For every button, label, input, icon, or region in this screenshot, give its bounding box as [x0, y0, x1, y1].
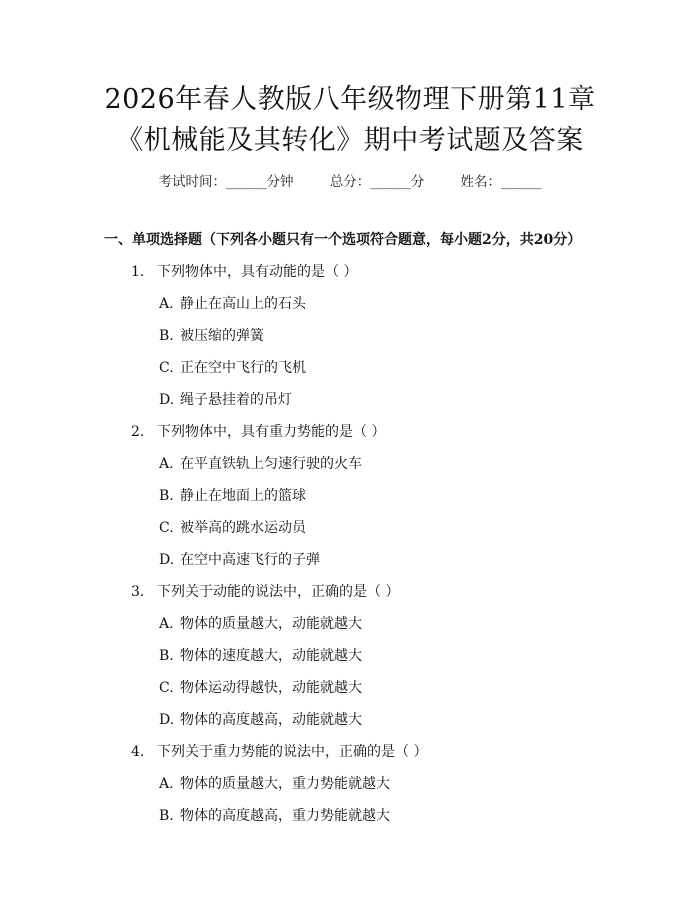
option-letter: D.	[159, 552, 175, 568]
question-4-option-a	[159, 773, 390, 793]
question-2	[131, 421, 385, 441]
section-heading-single-choice: 一、单项选择题（下列各小题只有一个选项符合题意，每小题2分，共20分）	[104, 232, 582, 248]
option-letter: B.	[159, 328, 174, 344]
option-text: 静止在高山上的石头	[180, 296, 306, 312]
option-text: 在平直铁轨上匀速行驶的火车	[180, 456, 362, 472]
question-number: 3.	[131, 584, 145, 600]
option-text: 物体的高度越高，动能就越大	[180, 712, 362, 728]
page-title-line-2: 《机械能及其转化》期中考试题及答案	[116, 125, 584, 156]
exam-time-field: 考试时间：______分钟	[158, 174, 294, 190]
question-number: 1.	[131, 264, 145, 280]
question-number: 2.	[131, 424, 145, 440]
question-3	[131, 581, 399, 601]
question-text: 下列物体中，具有动能的是（ ）	[157, 264, 358, 280]
option-letter: C.	[159, 680, 174, 696]
exam-meta	[0, 170, 700, 190]
question-3-option-d	[159, 709, 362, 729]
question-3-option-a	[159, 613, 362, 633]
option-letter: D.	[159, 712, 175, 728]
option-letter: B.	[159, 648, 174, 664]
question-2-option-a	[159, 453, 362, 473]
question-1-option-c	[159, 357, 306, 377]
option-text: 在空中高速飞行的子弹	[180, 552, 320, 568]
option-text: 物体的高度越高，重力势能就越大	[180, 808, 390, 824]
question-3-option-b	[159, 645, 362, 665]
option-letter: C.	[159, 520, 174, 536]
question-1-option-a	[159, 293, 306, 313]
option-text: 正在空中飞行的飞机	[180, 360, 306, 376]
option-text: 物体运动得越快，动能就越大	[180, 680, 362, 696]
option-letter: C.	[159, 360, 174, 376]
page-title-line-1: 2026年春人教版八年级物理下册第11章	[104, 84, 596, 115]
option-text: 物体的质量越大，重力势能就越大	[180, 776, 390, 792]
option-letter: D.	[159, 392, 175, 408]
question-3-option-c	[159, 677, 362, 697]
question-2-option-c	[159, 517, 306, 537]
question-1-option-b	[159, 325, 264, 345]
option-letter: A.	[159, 456, 174, 472]
question-4	[131, 741, 427, 761]
option-text: 物体的质量越大，动能就越大	[180, 616, 362, 632]
option-letter: B.	[159, 488, 174, 504]
question-2-option-b	[159, 485, 306, 505]
option-letter: B.	[159, 808, 174, 824]
option-text: 静止在地面上的篮球	[180, 488, 306, 504]
total-score-field: 总分：______分	[329, 174, 425, 190]
question-2-option-d	[159, 549, 320, 569]
question-1-option-d	[159, 389, 292, 409]
option-letter: A.	[159, 616, 174, 632]
option-text: 绳子悬挂着的吊灯	[180, 392, 292, 408]
question-text: 下列关于动能的说法中，正确的是（ ）	[157, 584, 400, 600]
question-number: 4.	[131, 744, 145, 760]
question-4-option-b	[159, 805, 390, 825]
question-1	[131, 261, 357, 281]
option-text: 被举高的跳水运动员	[180, 520, 306, 536]
option-letter: A.	[159, 776, 174, 792]
question-text: 下列关于重力势能的说法中，正确的是（ ）	[157, 744, 428, 760]
option-letter: A.	[159, 296, 174, 312]
option-text: 被压缩的弹簧	[180, 328, 264, 344]
student-name-field: 姓名：______	[460, 174, 542, 190]
question-text: 下列物体中，具有重力势能的是（ ）	[157, 424, 386, 440]
option-text: 物体的速度越大，动能就越大	[180, 648, 362, 664]
